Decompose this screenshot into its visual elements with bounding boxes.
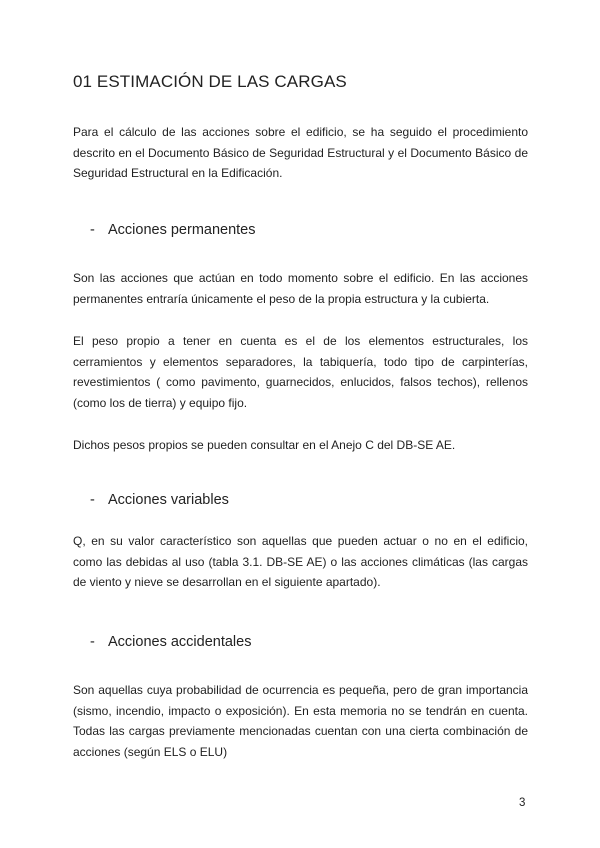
section-heading-variables	[90, 492, 229, 508]
paragraph-accidentales-1: Son aquellas cuya probabilidad de ocurrencia es pequeña, pero de gran importancia (sismo, incendio, impacto o exposición). En esta memoria no se tendrán en cuenta. Todas las cargas previamente mencionadas cuentan con una cierta combinación de acciones (según ELS o ELU)	[73, 683, 528, 759]
paragraph-variables-1: Q, en su valor característico son aquellas que pueden actuar o no en el edificio, como las debidas al uso (tabla 3.1. DB-SE AE) o las acciones climáticas (las cargas de viento y nieve se desarrollan en el siguiente apartado).	[73, 534, 528, 589]
paragraph-permanentes-3: Dichos pesos propios se pueden consultar en el Anejo C del DB-SE AE.	[73, 438, 456, 452]
section-heading-permanentes	[90, 222, 256, 238]
page-title: 01 ESTIMACIÓN DE LAS CARGAS	[73, 72, 347, 91]
heading-text: Acciones permanentes	[108, 222, 256, 238]
intro-paragraph: Para el cálculo de las acciones sobre el edificio, se ha seguido el procedimiento descrito en el Documento Básico de Seguridad Estructural y el Documento Básico de Seguridad Estructural en la Edificación.	[73, 125, 528, 180]
heading-text: Acciones variables	[108, 492, 229, 508]
heading-dash: -	[90, 634, 95, 650]
heading-text: Acciones accidentales	[108, 634, 252, 650]
paragraph-permanentes-2: El peso propio a tener en cuenta es el de los elementos estructurales, los cerramientos y elementos separadores, la tabiquería, todo tipo de carpinterías, revestimientos ( como pavimento, guarnecidos, enlucidos, falsos techos), rellenos (como los de tierra) y equipo fijo.	[73, 334, 528, 410]
section-heading-accidentales	[90, 634, 251, 650]
heading-dash: -	[90, 492, 95, 508]
paragraph-permanentes-1: Son las acciones que actúan en todo momento sobre el edificio. En las acciones permanentes entraría únicamente el peso de la propia estructura y la cubierta.	[73, 271, 528, 306]
heading-dash: -	[90, 222, 95, 238]
page-number: 3	[519, 797, 526, 809]
